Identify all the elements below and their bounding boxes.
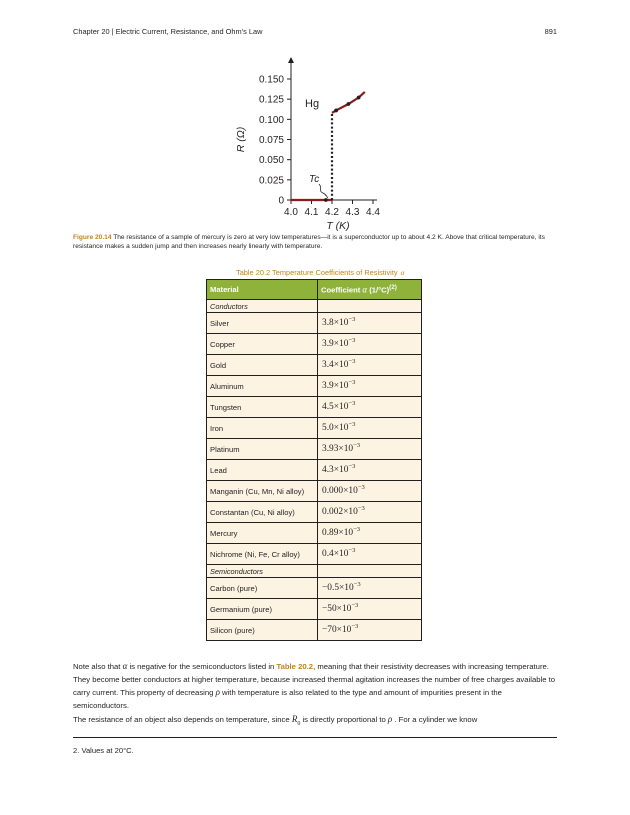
table-cell-coefficient bbox=[318, 502, 422, 523]
coefficient-exponent: −3 bbox=[348, 421, 356, 428]
page-number: 891 bbox=[544, 27, 557, 36]
coefficient-mantissa: −0.5×10 bbox=[322, 583, 354, 593]
table-body bbox=[207, 300, 422, 641]
table-row bbox=[207, 418, 422, 439]
table-cell-material: Gold bbox=[207, 355, 318, 376]
table-cell-material: Tungsten bbox=[207, 397, 318, 418]
coefficient-mantissa: 3.8×10 bbox=[322, 318, 349, 328]
r-symbol-sub: 0 bbox=[297, 720, 301, 727]
table-cell-coefficient bbox=[318, 313, 422, 334]
table-cell-material: Constantan (Cu, Ni alloy) bbox=[207, 502, 318, 523]
r-symbol-main: R bbox=[291, 714, 298, 724]
y-tick-label: 0.100 bbox=[258, 114, 284, 126]
p2-text-a: The resistance of an object also depends on temperature, since bbox=[73, 715, 292, 724]
table-row bbox=[207, 523, 422, 544]
coefficient-exponent: −3 bbox=[353, 581, 361, 588]
table-cell-material: Carbon (pure) bbox=[207, 578, 318, 599]
table-cell-coefficient bbox=[318, 460, 422, 481]
table-cell-material: Copper bbox=[207, 334, 318, 355]
table-row bbox=[207, 481, 422, 502]
table-header-material: Material bbox=[207, 280, 318, 300]
table-section-empty-cell bbox=[318, 565, 422, 578]
table-cell-coefficient bbox=[318, 599, 422, 620]
coefficient-mantissa: 4.5×10 bbox=[322, 402, 349, 412]
y-tick-label: 0.075 bbox=[258, 135, 284, 146]
coefficient-exponent: −3 bbox=[351, 623, 359, 630]
table-cell-coefficient bbox=[318, 578, 422, 599]
x-tick-label: 4.0 bbox=[284, 207, 298, 218]
footnote: 2. Values at 20°C. bbox=[73, 746, 134, 755]
rho-symbol: ρ bbox=[215, 687, 220, 698]
table-section-row bbox=[207, 565, 422, 578]
table-row bbox=[207, 460, 422, 481]
chart-marks bbox=[291, 92, 365, 202]
coefficient-mantissa: 3.9×10 bbox=[322, 339, 349, 349]
table-row bbox=[207, 376, 422, 397]
table-cell-material: Mercury bbox=[207, 523, 318, 544]
table-cell-coefficient bbox=[318, 355, 422, 376]
x-tick-label: 4.2 bbox=[325, 207, 339, 218]
table-row bbox=[207, 502, 422, 523]
table-header-coefficient bbox=[318, 280, 422, 300]
table-cell-coefficient bbox=[318, 397, 422, 418]
table-header-alpha-symbol: α bbox=[362, 284, 368, 295]
coefficient-mantissa: 3.9×10 bbox=[322, 381, 349, 391]
table-cell-coefficient bbox=[318, 418, 422, 439]
coefficient-mantissa: 0.89×10 bbox=[322, 528, 354, 538]
body-paragraph-2 bbox=[73, 713, 559, 731]
table-cell-material: Platinum bbox=[207, 439, 318, 460]
coefficient-exponent: −3 bbox=[353, 442, 361, 449]
p1-text-c: , meaning that their resistivity decreases with increasing temperature. They become better conductors at higher temperature, because increased thermal agitation increases the number of free charges available to carry current. This property of decreasing bbox=[73, 662, 556, 698]
table-cell-material: Manganin (Cu, Mn, Ni alloy) bbox=[207, 481, 318, 502]
table-row bbox=[207, 355, 422, 376]
y-tick-label: 0.150 bbox=[258, 74, 284, 86]
coefficient-mantissa: 4.3×10 bbox=[322, 465, 349, 475]
y-tick-label: 0.125 bbox=[258, 94, 284, 106]
table-row bbox=[207, 599, 422, 620]
y-axis-arrow bbox=[288, 57, 294, 63]
critical-temperature-label: Tc bbox=[309, 174, 320, 185]
x-tick-label: 4.1 bbox=[304, 207, 319, 218]
table-header-coefficient-label: Coefficient bbox=[321, 285, 361, 295]
table-cell-coefficient bbox=[318, 620, 422, 641]
data-point bbox=[357, 96, 361, 100]
p2-text-c: . For a cylinder we know bbox=[392, 715, 478, 724]
coefficient-mantissa: 0.000×10 bbox=[322, 486, 358, 496]
coefficient-exponent: −3 bbox=[357, 505, 365, 512]
coefficient-exponent: −3 bbox=[348, 400, 356, 407]
data-point bbox=[334, 109, 338, 113]
table-cell-material: Aluminum bbox=[207, 376, 318, 397]
p1-text-d: with temperature is also related to the type and amount of impurities present in the semiconductors. bbox=[73, 688, 502, 711]
running-header: Chapter 20 | Electric Current, Resistance, and Ohm's Law bbox=[73, 27, 263, 36]
table-header-row bbox=[207, 280, 422, 300]
table-section-label: Semiconductors bbox=[207, 565, 318, 578]
x-tick-label: 4.3 bbox=[345, 207, 360, 218]
table-row bbox=[207, 313, 422, 334]
p1-text-b: is negative for the semiconductors listed in bbox=[127, 662, 277, 671]
coefficient-exponent: −3 bbox=[353, 526, 361, 533]
table-section-row bbox=[207, 300, 422, 313]
resistance-vs-temperature-chart bbox=[230, 55, 400, 235]
y-tick-label: 0.050 bbox=[258, 155, 284, 167]
table-cell-coefficient bbox=[318, 334, 422, 355]
table-cell-coefficient bbox=[318, 376, 422, 397]
table-row bbox=[207, 544, 422, 565]
figure-caption-text: The resistance of a sample of mercury is zero at very low temperatures—it is a superconductor up to about 4.2 K. Above that critical temperature, its resistance makes a sudden jump and then increases nearly linearly with temperature. bbox=[73, 234, 545, 250]
table-cell-material: Silver bbox=[207, 313, 318, 334]
table-section-label: Conductors bbox=[207, 300, 318, 313]
data-point bbox=[347, 102, 351, 106]
table-cell-coefficient bbox=[318, 439, 422, 460]
table-cell-coefficient bbox=[318, 523, 422, 544]
coefficient-mantissa: −70×10 bbox=[322, 625, 352, 635]
coefficient-exponent: −3 bbox=[348, 358, 356, 365]
table-section-empty-cell bbox=[318, 300, 422, 313]
coefficient-exponent: −3 bbox=[348, 463, 356, 470]
table-reference-link[interactable]: Table 20.2 bbox=[276, 662, 314, 671]
table-cell-coefficient bbox=[318, 481, 422, 502]
figure-caption-label: Figure 20.14 bbox=[73, 234, 112, 241]
x-axis-title: T (K) bbox=[326, 220, 350, 232]
coefficient-exponent: −3 bbox=[348, 316, 356, 323]
table-row bbox=[207, 620, 422, 641]
material-label: Hg bbox=[305, 98, 320, 110]
tc-leader-line bbox=[319, 184, 328, 198]
x-tick-label: 4.4 bbox=[366, 207, 380, 218]
table-row bbox=[207, 578, 422, 599]
coefficient-mantissa: 3.93×10 bbox=[322, 444, 354, 454]
coefficient-exponent: −3 bbox=[357, 484, 365, 491]
table-cell-material: Iron bbox=[207, 418, 318, 439]
resistivity-table bbox=[206, 279, 422, 641]
table-title bbox=[236, 268, 404, 277]
table-title-symbol: α bbox=[400, 268, 405, 277]
table-header-unit: (1/°C) bbox=[369, 285, 390, 295]
figure-caption bbox=[73, 234, 558, 252]
body-paragraph-1 bbox=[73, 660, 559, 713]
y-tick-label: 0 bbox=[278, 195, 284, 207]
p1-text-a: Note also that bbox=[73, 662, 123, 671]
rho-symbol-2: ρ bbox=[387, 714, 393, 724]
y-tick-label: 0.025 bbox=[258, 175, 284, 187]
table-cell-material: Silicon (pure) bbox=[207, 620, 318, 641]
coefficient-exponent: −3 bbox=[351, 602, 359, 609]
alpha-symbol: α bbox=[122, 661, 128, 671]
table-cell-material: Germanium (pure) bbox=[207, 599, 318, 620]
table-cell-coefficient bbox=[318, 544, 422, 565]
coefficient-exponent: −3 bbox=[348, 379, 356, 386]
coefficient-exponent: −3 bbox=[348, 337, 356, 344]
p2-text-b: is directly proportional to bbox=[300, 715, 388, 724]
table-header-footnote-ref: (2) bbox=[389, 284, 397, 292]
table-cell-material: Lead bbox=[207, 460, 318, 481]
coefficient-mantissa: 0.4×10 bbox=[322, 549, 349, 559]
coefficient-mantissa: −50×10 bbox=[322, 604, 352, 614]
footnote-divider bbox=[73, 737, 557, 738]
table-cell-material: Nichrome (Ni, Fe, Cr alloy) bbox=[207, 544, 318, 565]
data-point bbox=[324, 198, 328, 202]
table-title-text: Table 20.2 Temperature Coefficients of Resistivity bbox=[236, 268, 398, 277]
coefficient-mantissa: 3.4×10 bbox=[322, 360, 349, 370]
coefficient-exponent: −3 bbox=[348, 547, 356, 554]
table-row bbox=[207, 439, 422, 460]
coefficient-mantissa: 5.0×10 bbox=[322, 423, 349, 433]
table-row bbox=[207, 397, 422, 418]
coefficient-mantissa: 0.002×10 bbox=[322, 507, 358, 517]
y-axis-title: R (Ω) bbox=[235, 126, 247, 153]
table-row bbox=[207, 334, 422, 355]
